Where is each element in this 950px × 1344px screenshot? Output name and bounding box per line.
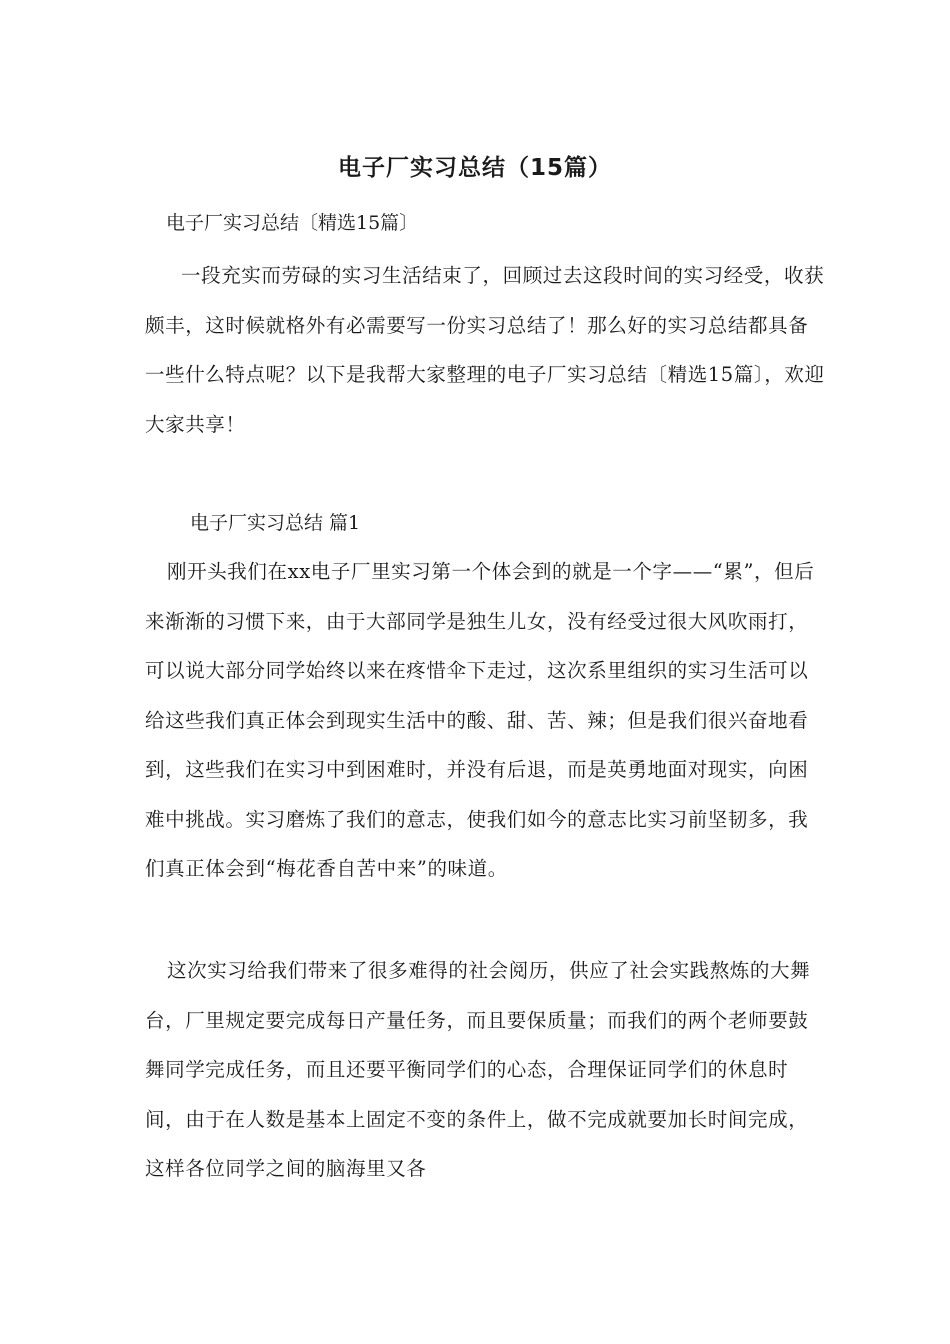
body-paragraph-1: 刚开头我们在xx电子厂里实习第一个体会到的就是一个字——“累”，但后来渐渐的习惯下来，由于大部同学是独生儿女，没有经受过很大风吹雨打，可以说大部分同学始终以来在疼惜伞下走过，这次系里组织的实习生活可以给这些我们真正体会到现实生活中的酸、甜、苦、辣；但是我们很兴奋地看到，这些我们在实习中到困难时，并没有后退，而是英勇地面对现实，向困难中挑战。实习磨炼了我们的意志，使我们如今的意志比实习前坚韧多，我们真正体会到“梅花香自苦中来”的味道。 xyxy=(145,560,815,880)
intro-block xyxy=(145,251,825,449)
intro-paragraph: 一段充实而劳碌的实习生活结束了，回顾过去这段时间的实习经受，收获颇丰，这时候就格外有必需要写一份实习总结了！那么好的实习总结都具备一些什么特点呢？以下是我帮大家整理的电子厂实习总结〔精选15篇〕，欢迎大家共享！ xyxy=(145,264,825,436)
body-paragraph-2: 这次实习给我们带来了很多难得的社会阅历，供应了社会实践熬炼的大舞台，厂里规定要完成每日产量任务，而且要保质量；而我们的两个老师要鼓舞同学完成任务，而且还要平衡同学们的心态，合理保证同学们的休息时间，由于在人数是基本上固定不变的条件上，做不完成就要加长时间完成，这样各位同学之间的脑海里又各 xyxy=(145,959,811,1180)
body-block-1 xyxy=(145,547,825,894)
section-heading: 电子厂实习总结 篇1 xyxy=(190,512,361,534)
document-title: 电子厂实习总结（15篇） xyxy=(337,155,612,181)
document-subtitle: 电子厂实习总结〔精选15篇〕 xyxy=(166,212,419,234)
body-block-2 xyxy=(145,946,825,1194)
